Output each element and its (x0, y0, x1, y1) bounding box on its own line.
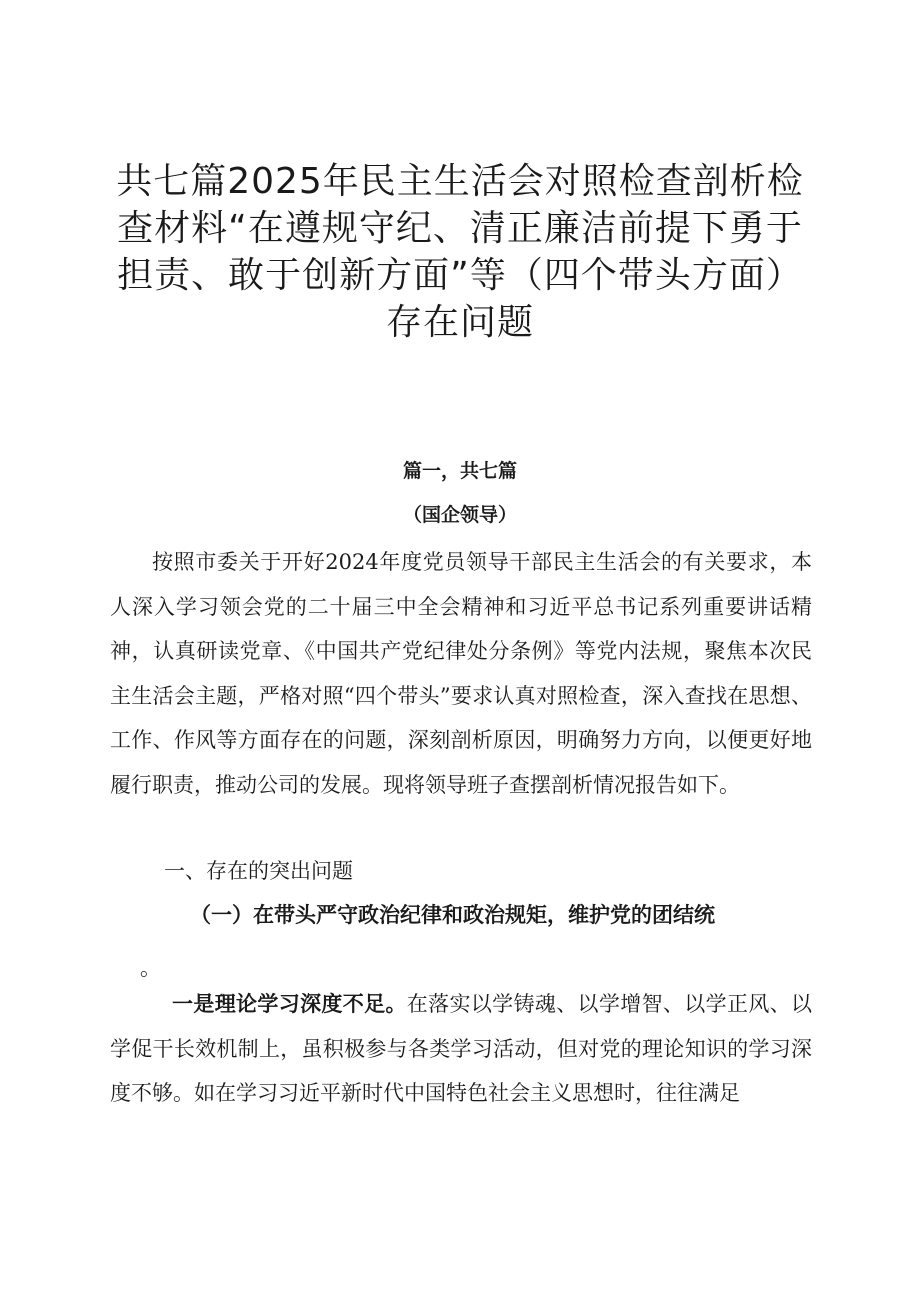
heading-level-2: （一）在带头严守政治纪律和政治规矩，维护党的团结统 (190, 902, 715, 927)
point-paragraph (110, 982, 812, 1116)
section-subtitle: （国企领导） (402, 504, 517, 526)
heading-level-2-tail: 。 (140, 956, 161, 980)
intro-paragraph: 按照市委关于开好2024年度党员领导干部民主生活会的有关要求，本人深入学习领会党的二十届三中全会精神和习近平总书记系列重要讲话精神，认真研读党章、《中国共产党纪律处分条例》等党内法规，聚焦本次民主生活会主题，严格对照“四个带头”要求认真对照检查，深入查找在思想、工作、作风等方面存在的问题，深刻剖析原因，明确努力方向，以便更好地履行职责，推动公司的发展。现将领导班子查摆剖析情况报告如下。 (110, 550, 812, 797)
point-lead: 一是理论学习深度不足。 (172, 991, 407, 1016)
section-title: 篇一，共七篇 (402, 460, 517, 482)
document-title: 共七篇2025年民主生活会对照检查剖析检查材料“在遵规守纪、清正廉洁前提下勇于担责、敢于创新方面”等（四个带头方面）存在问题 (116, 161, 804, 343)
heading-level-1: 一、存在的突出问题 (164, 859, 353, 883)
point-body: 在落实以学铸魂、以学增智、以学正风、以学促干长效机制上，虽积极参与各类学习活动，但对党的理论知识的学习深度不够。如在学习习近平新时代中国特色社会主义思想时，往往满足 (110, 992, 813, 1105)
